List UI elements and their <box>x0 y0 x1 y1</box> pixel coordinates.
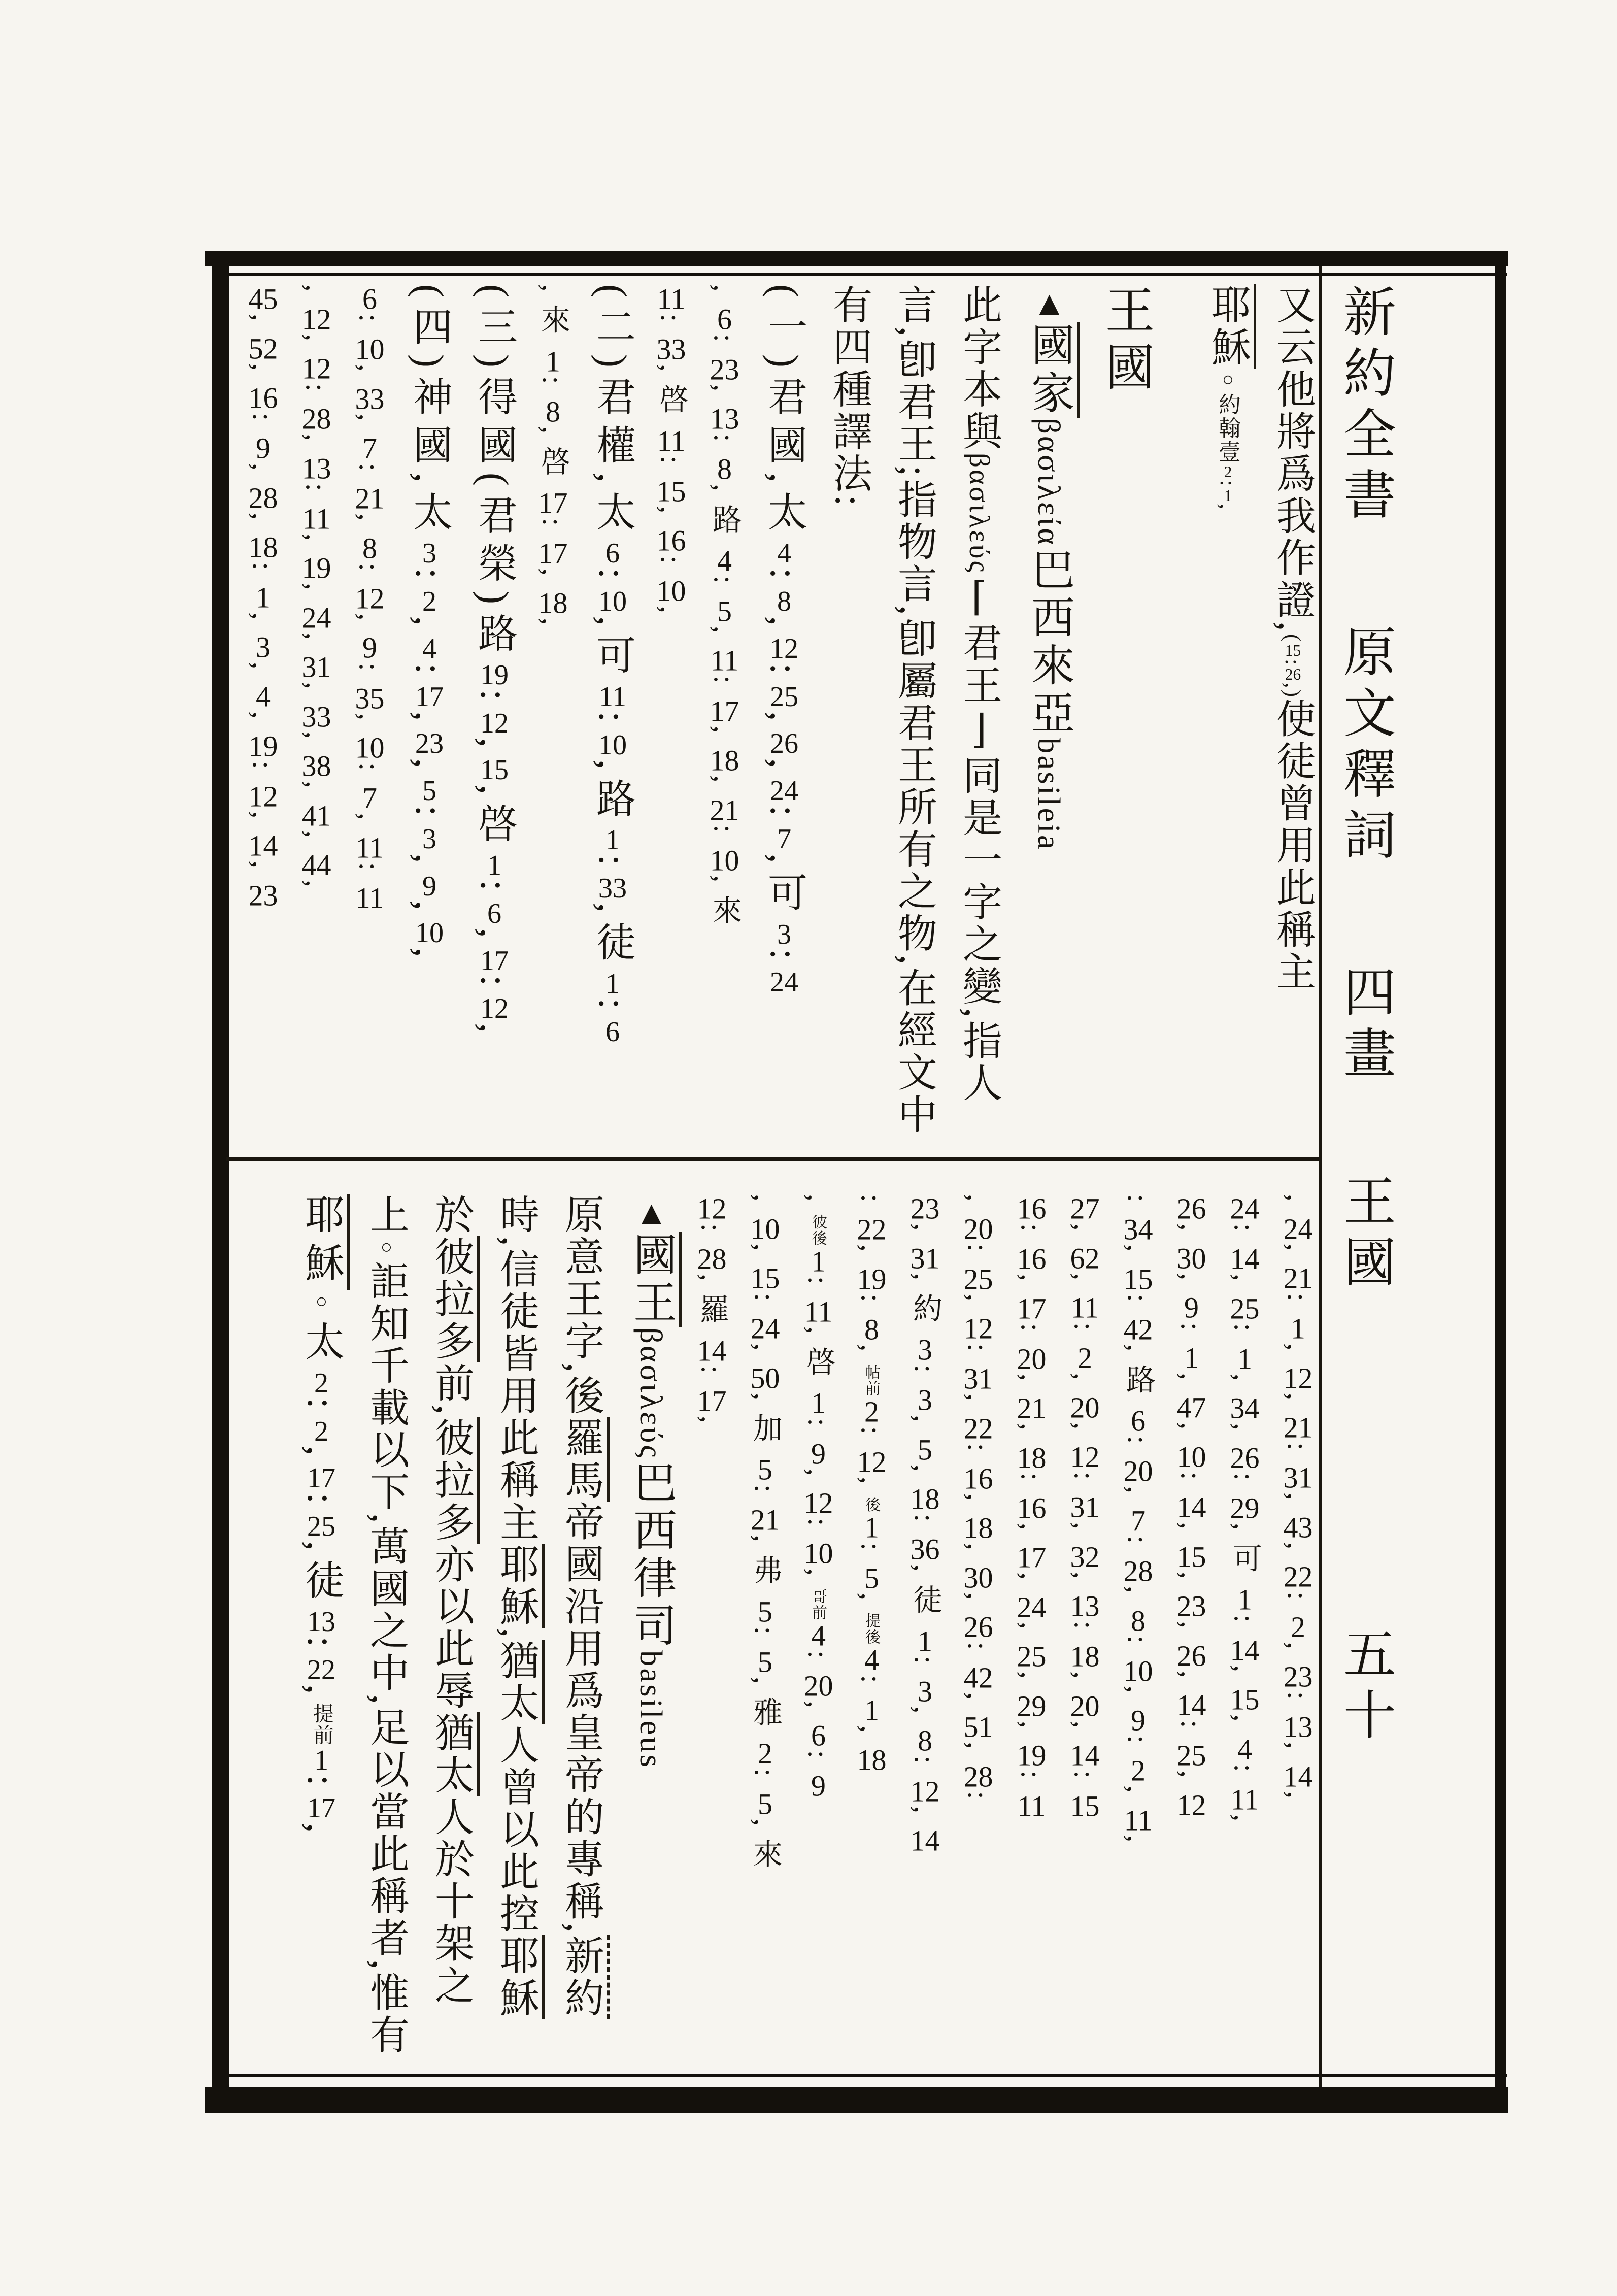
column-text: 帝國沿用爲皇帝的專稱, <box>559 1501 603 1935</box>
king-entry-column <box>1017 1194 1046 2075</box>
kingdom-entry-column <box>764 284 804 1142</box>
king-entry-column <box>561 1194 601 2075</box>
stacked-book-abbreviation: 提後 <box>863 1613 880 1646</box>
king-entry-column <box>1070 1194 1099 2075</box>
king-entry-column <box>857 1194 886 2075</box>
column-text: 26,30,9:1,47,10:14,15,23,26,14:25,12 <box>1175 1194 1208 1820</box>
book-subtitle: 原文釋詞 <box>1335 624 1394 868</box>
column-text: ▲ <box>632 1194 670 1232</box>
kingdom-entry-column <box>538 284 567 1142</box>
king-entry-column <box>697 1194 726 2075</box>
column-text: 11:33,啓11:15,16:10, <box>655 284 688 626</box>
column-text: 1:11,啓1:9,12:10, <box>802 1246 835 1588</box>
king-entry-column <box>627 1194 676 2075</box>
king-entry-column <box>750 1194 780 2075</box>
column-text: ,12,12:28,13:11,19,24,31,33,38,41,44, <box>300 284 333 900</box>
stacked-book-abbreviation: 帖前 <box>863 1364 880 1397</box>
kingdom-entry-column <box>1100 284 1183 1142</box>
kingdom-entry-column <box>1027 284 1071 1142</box>
proper-name-marked-text: 彼拉多 <box>429 1236 480 1362</box>
column-text: , <box>494 1627 538 1640</box>
column-text: 4:20,6:9 <box>802 1621 835 1801</box>
proper-name-marked-text: 猶太 <box>494 1640 545 1724</box>
book-title: 新約全書 <box>1335 284 1394 528</box>
frame-right-border <box>1495 251 1506 2113</box>
column-text: 使徒曾用此稱主 <box>1271 698 1315 993</box>
kingdom-entry-column <box>473 284 517 1142</box>
column-text: 亦以此辱 <box>429 1543 474 1712</box>
stacked-book-abbreviation: 提前 <box>310 1703 333 1746</box>
column-text: 此字本與 <box>957 284 1001 453</box>
greek-transliteration: βασιλεύς <box>633 1327 669 1460</box>
column-text: ,24,21:1,12,21:31,43,22:2,23:13,14, <box>1282 1194 1315 1811</box>
entry-block-divider <box>226 1157 1319 1161</box>
entry-block-kingdom <box>226 284 1322 1142</box>
book-title-marked-text: 新約 <box>559 1935 610 2019</box>
column-text: ,6:23,13:8,路4:5,11:17,18,21:10,來 <box>708 284 741 938</box>
proper-name-marked-text: 猶太 <box>429 1712 480 1796</box>
kingdom-entry-column <box>1208 284 1248 1142</box>
column-text: 45,52,16:9,28,18:1,3,4,19:12,14,23 <box>247 284 280 910</box>
king-entry-column <box>1176 1194 1206 2075</box>
king-entry-column <box>1230 1194 1259 2075</box>
kingdom-entry-column <box>355 284 384 1142</box>
stacked-book-abbreviation: 哥前 <box>810 1588 827 1621</box>
king-entry-column <box>299 1194 344 2075</box>
kingdom-entry-column <box>710 284 739 1142</box>
inline-annotation: 約翰壹2:1, <box>1216 393 1240 511</box>
frame-bottom-border <box>205 2087 1508 2113</box>
proper-name-marked-text: 耶穌 <box>1206 284 1256 369</box>
greek-transliteration: βασιλεύς <box>963 453 995 575</box>
column-text: ○太2:2,17:25,徒13:22, <box>299 1290 344 1703</box>
stacked-book-abbreviation: 彼後 <box>810 1214 827 1247</box>
column-text: (一)君國,太4:8,12:25,26,24:7,可3:24 <box>762 284 806 997</box>
running-title-column <box>1335 284 1394 2061</box>
column-text: , <box>802 1194 835 1214</box>
stacked-book-abbreviation: 後 <box>863 1496 880 1513</box>
column-text: :34,15:42,路6:20,7:28,8:10,9:2,11, <box>1122 1194 1155 1855</box>
king-entry-column <box>910 1194 939 2075</box>
king-entry-column <box>496 1194 536 2075</box>
column-text: ○ <box>1217 369 1239 393</box>
column-text: 前, <box>429 1362 474 1417</box>
column-text: 又云他將爲我作證, <box>1271 284 1315 634</box>
entry-block-king <box>226 1194 1317 2075</box>
proper-name-marked-text: 耶穌 <box>299 1194 350 1290</box>
page-number: 五十 <box>1335 1626 1394 1748</box>
kingdom-entry-column <box>829 284 869 1142</box>
king-entry-column <box>429 1194 474 2075</box>
proper-name-marked-text: 耶穌 <box>494 1935 545 2019</box>
column-text: 原意王字,後 <box>559 1194 603 1417</box>
column-text: 巴西律司 <box>627 1459 676 1651</box>
kingdom-entry-column <box>1271 284 1315 1142</box>
kingdom-entry-column <box>248 284 278 1142</box>
column-text: 23,31,約3:3,5,18:36,徒1:3,8:12,14 <box>908 1194 941 1855</box>
column-text: 上○詎知千載以下,萬國之中,足以當此稱者,惟有 <box>364 1194 409 2056</box>
column-text: 27,62,11:2,20,12:31,32,13:18,20,14:15 <box>1068 1194 1101 1821</box>
column-text: ,來1:8,啓17:17,18, <box>536 284 569 638</box>
column-text: ⌈君王⌋同是一字之變,指人 <box>957 574 1001 1105</box>
king-entry-column <box>1123 1194 1153 2075</box>
column-text: ▲ <box>1030 284 1068 322</box>
column-text: (三)得國(君榮)路19:12,15,啓1:6,17:12, <box>473 284 517 1042</box>
kingdom-entry-column <box>408 284 452 1142</box>
column-text: 1:5, <box>855 1513 888 1613</box>
entry-range: 王國 <box>1335 1174 1394 1295</box>
king-entry-column <box>364 1194 409 2075</box>
column-text: :22,19:8, <box>855 1194 888 1365</box>
proper-name-marked-text: 耶穌 <box>494 1544 545 1628</box>
latin-transliteration: basileus <box>633 1650 669 1770</box>
column-text: 16:16,17:20,21,18:16,17,24,25,29,19:11 <box>1015 1194 1048 1821</box>
proper-name-marked-text: 羅馬 <box>559 1417 610 1502</box>
column-text: 人於十架之 <box>429 1796 474 2007</box>
proper-name-marked-text: 國王 <box>627 1232 682 1327</box>
column-text: 時,信徒皆用此稱主 <box>494 1194 538 1544</box>
column-text: 24:14,25:1,34,26:29,可1:14,15,4:11, <box>1228 1194 1261 1835</box>
frame-top-border <box>205 251 1508 266</box>
proper-name-marked-text: 國家 <box>1025 322 1080 418</box>
inline-annotation: (15:26,) <box>1281 634 1305 698</box>
proper-name-marked-text: 彼拉多 <box>429 1417 480 1544</box>
column-text: 巴西來亞 <box>1025 547 1073 738</box>
column-text: 人曾以此控 <box>494 1724 538 1935</box>
column-text: 於 <box>429 1194 474 1236</box>
frame-top-inner-line <box>218 273 1507 276</box>
latin-transliteration: basileia <box>1031 738 1067 851</box>
column-text: 王國 <box>1098 284 1153 398</box>
column-text: 1:17, <box>299 1746 344 1842</box>
column-text: 4:1,18 <box>855 1645 888 1775</box>
kingdom-entry-column <box>301 284 331 1142</box>
kingdom-entry-column <box>591 284 635 1142</box>
column-text: (二)君權,太6:10,可11:10,路1:33,徒1:6 <box>591 284 635 1046</box>
column-text: 有四種譯法: <box>827 284 871 509</box>
column-text: 12:28,羅14:17, <box>695 1194 728 1436</box>
column-text: 言,卽君王;指物言,卽屬君王所有之物,在經文中 <box>892 284 936 1136</box>
kingdom-entry-column <box>656 284 686 1142</box>
greek-transliteration: βασιλεία <box>1031 418 1067 547</box>
column-text: 6:10,33,7:21,8:12,9:35,10:7,11:11 <box>353 284 386 913</box>
stroke-section: 四畫 <box>1335 964 1394 1086</box>
column-text: (四)神國,太3:2,4:17,23,5:3,9,10, <box>408 284 452 966</box>
king-entry-column <box>1282 1194 1315 2075</box>
column-text: 2:12, <box>855 1396 888 1497</box>
king-entry-column <box>803 1194 833 2075</box>
column-text: ,10,15:24,50,加5:21,弗5:5,雅2:5,來 <box>749 1194 782 1881</box>
kingdom-entry-column <box>894 284 934 1142</box>
kingdom-entry-column <box>959 284 999 1142</box>
column-text: ,20:25,12:31,22:16,18,30,26:42,51,28: <box>962 1194 995 1812</box>
king-entry-column <box>963 1194 993 2075</box>
